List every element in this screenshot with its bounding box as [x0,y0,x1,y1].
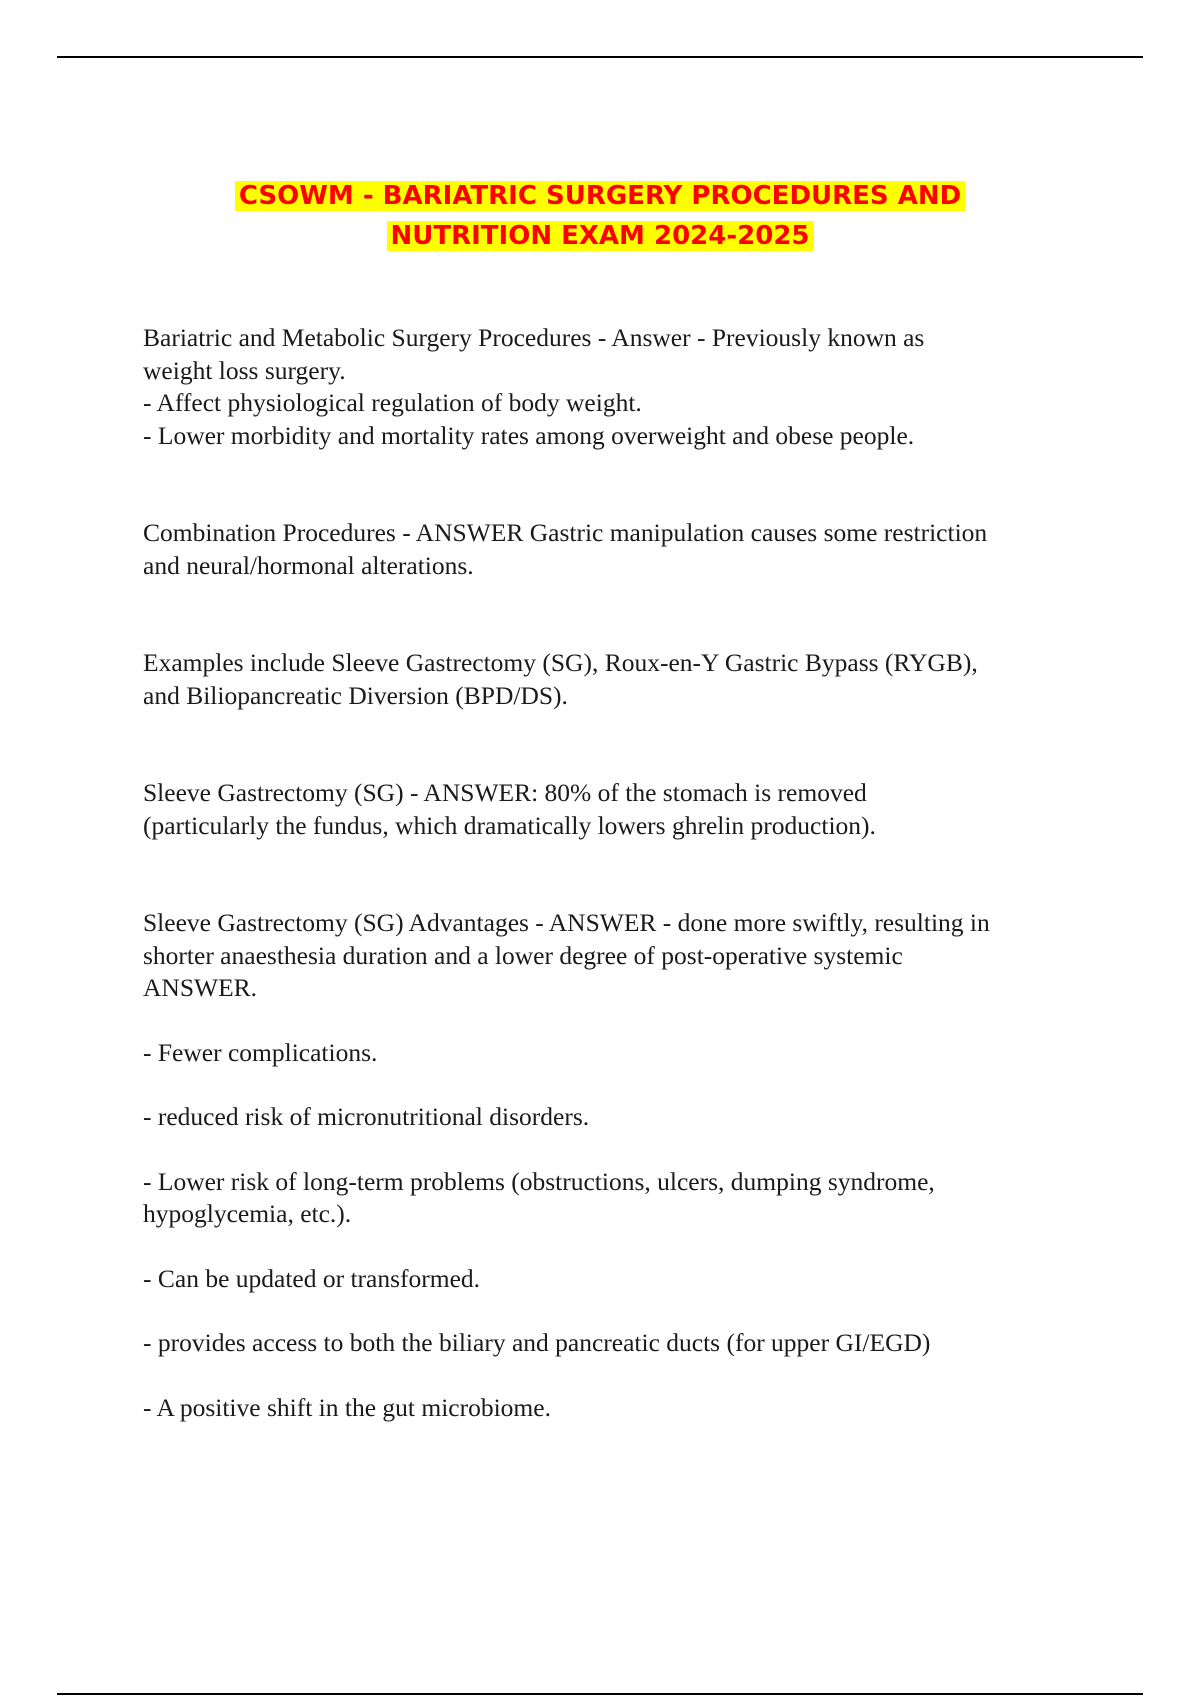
spacer [143,582,1103,647]
spacer [143,1005,1103,1037]
spacer [143,1295,1103,1327]
text-line: Combination Procedures - ANSWER Gastric manipulation causes some restriction [143,518,988,547]
list-item [143,1392,1103,1425]
list-item [143,1263,1103,1296]
list-item [143,1327,1103,1360]
text-line: and Biliopancreatic Diversion (BPD/DS). [143,680,568,710]
spacer [143,1360,1103,1392]
spacer [143,1134,1103,1166]
text-line: Bariatric and Metabolic Surgery Procedures - Answer - Previously known as [143,323,925,352]
text-line: Sleeve Gastrectomy (SG) Advantages - ANSWER - done more swiftly, resulting in [143,908,990,937]
list-item [143,1037,1103,1070]
spacer [143,1231,1103,1263]
qa-block [143,647,1103,712]
spacer [143,452,1103,517]
top-rule [57,56,1143,58]
qa-block [143,907,1103,1005]
qa-block [143,777,1103,842]
text-line: shorter anaesthesia duration and a lower degree of post-operative systemic [143,940,903,970]
text-line: - Can be updated or transformed. [143,1263,481,1293]
text-line: - A positive shift in the gut microbiome. [143,1392,551,1422]
text-line: hypoglycemia, etc.). [143,1199,352,1228]
text-line: - provides access to both the biliary and pancreatic ducts (for upper GI/EGD) [143,1328,931,1357]
text-line: - Affect physiological regulation of body weight. [143,388,642,417]
text-line: weight loss surgery. [143,355,346,385]
document-body [143,322,1103,1424]
text-line: - Fewer complications. [143,1037,378,1067]
qa-block [143,322,1103,452]
text-line: ANSWER. [143,973,258,1002]
list-item [143,1101,1103,1134]
text-line: - Lower morbidity and mortality rates among overweight and obese people. [143,420,915,450]
title-line-1: CSOWM - BARIATRIC SURGERY PROCEDURES AND [235,181,965,211]
qa-block [143,517,1103,582]
text-line: and neural/hormonal alterations. [143,550,474,580]
spacer [143,842,1103,907]
spacer [143,712,1103,777]
spacer [143,1069,1103,1101]
text-line: - Lower risk of long-term problems (obstructions, ulcers, dumping syndrome, [143,1166,935,1196]
text-line: - reduced risk of micronutritional disorders. [143,1102,590,1131]
document-title [0,176,1200,256]
bottom-rule [57,1693,1143,1695]
text-line: (particularly the fundus, which dramatically lowers ghrelin production). [143,810,876,840]
text-line: Examples include Sleeve Gastrectomy (SG), Roux-en-Y Gastric Bypass (RYGB), [143,648,978,677]
title-line-2: NUTRITION EXAM 2024-2025 [387,221,814,251]
list-item [143,1166,1103,1231]
text-line: Sleeve Gastrectomy (SG) - ANSWER: 80% of the stomach is removed [143,778,867,807]
